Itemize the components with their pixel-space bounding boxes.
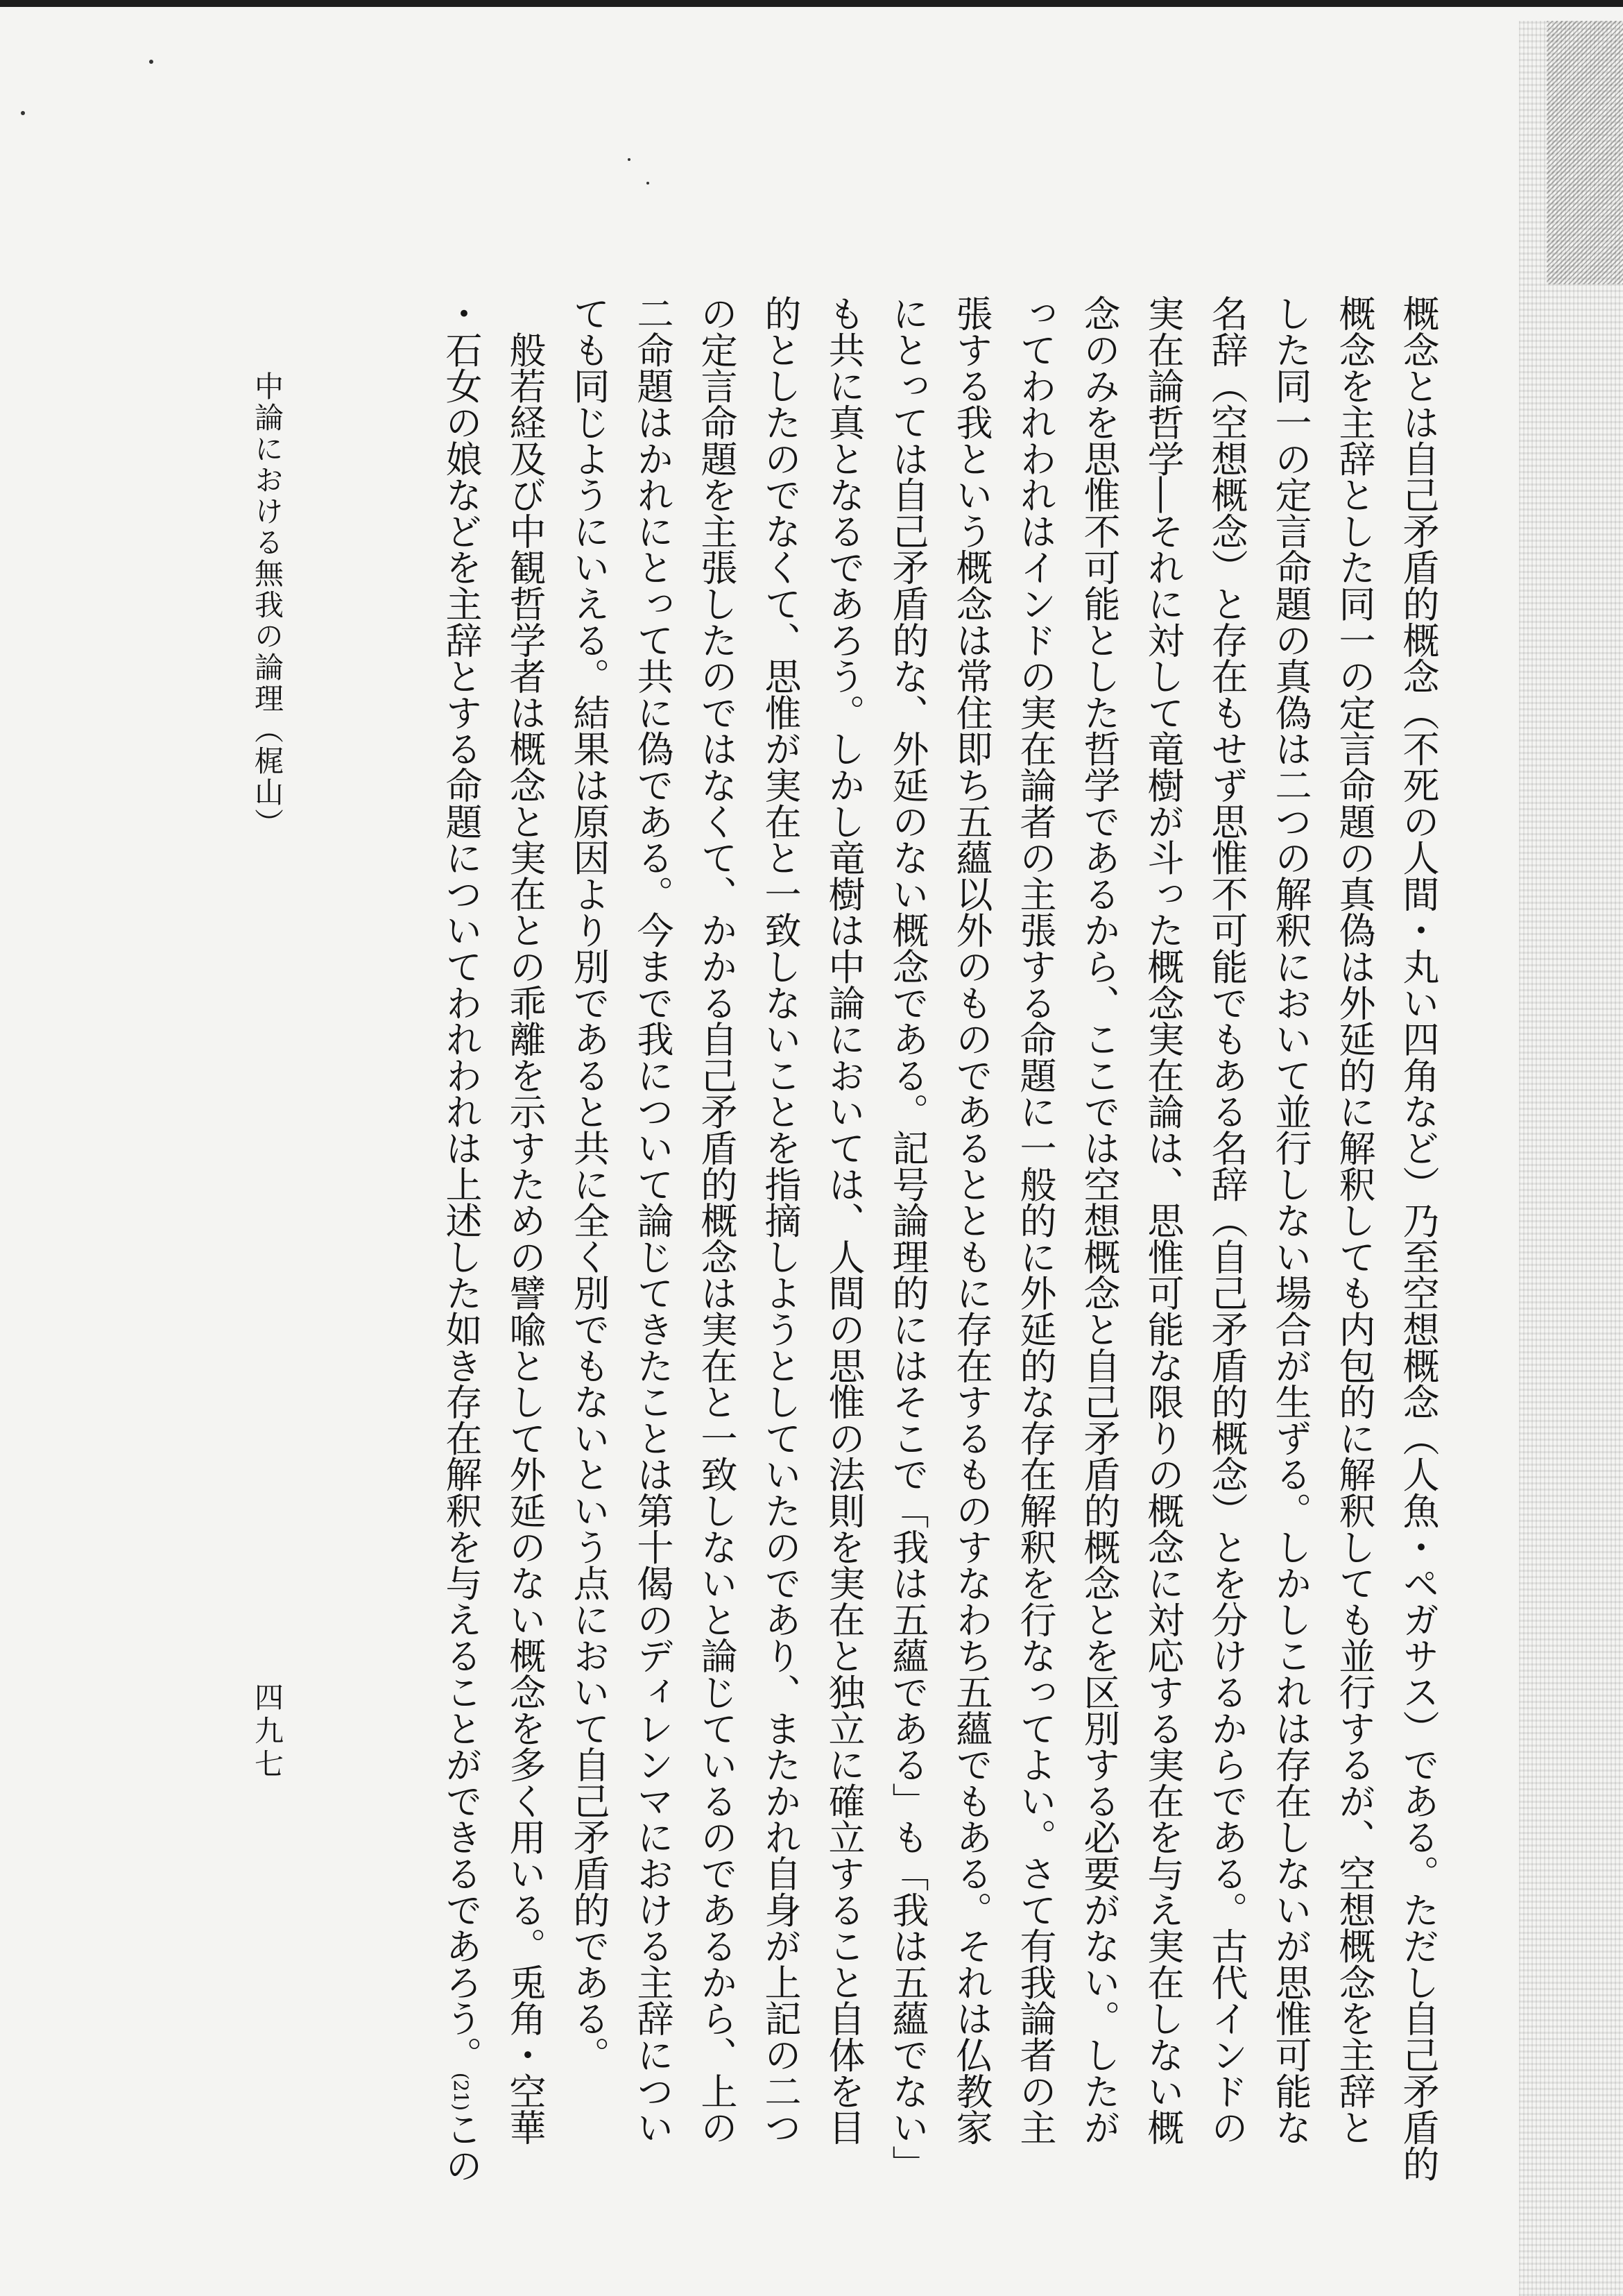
dust-speck: [628, 158, 630, 161]
page-number: 四九七: [250, 1682, 284, 1782]
text-line: 二命題はかれにとって共に偽である。今まで我について論じてきたことは第十偈のディレンマにおける主辞につい: [631, 295, 673, 2145]
text-line: の定言命題を主張したのではなくて、かかる自己矛盾的概念は実在と一致しないと論じているのであるから、上の: [695, 295, 737, 2145]
text-line: 実在論哲学―それに対して竜樹が斗った概念実在論は、思惟可能な限りの概念に対応する実在を与え実在しない概: [1142, 295, 1184, 2145]
footnote-marker: (21): [449, 2072, 472, 2111]
vertical-body-text: [326, 295, 1450, 2183]
text-line: 念のみを思惟不可能とした哲学であるから、ここでは空想概念と自己矛盾的概念とを区別する必要がない。したが: [1078, 295, 1120, 2145]
text-line: 般若経及び中観哲学者は概念と実在との乖離を示すための譬喩として外延のない概念を多く用いる。兎角・空華: [504, 295, 546, 2145]
scan-edge-shadow: [1519, 21, 1623, 2296]
text-line: も共に真となるであろう。しかし竜樹は中論においては、人間の思惟の法則を実在と独立に確立すること自体を目: [823, 295, 865, 2145]
text-line: 名辞（空想概念）と存在もせず思惟不可能でもある名辞（自己矛盾的概念）とを分けるからである。古代インドの: [1205, 295, 1248, 2145]
running-head: 中論における無我の論理（梶山）: [250, 371, 284, 839]
text-line: 張する我という概念は常住即ち五蘊以外のものであるとともに存在するものすなわち五蘊でもある。それは仏教家: [950, 295, 993, 2145]
page-top-rule: [0, 0, 1623, 7]
last-text-line: [429, 295, 492, 2183]
text-line: 概念を主辞とした同一の定言命題の真偽は外延的に解釈しても内包的に解釈しても並行するが、空想概念を主辞と: [1333, 295, 1375, 2145]
text-line-tail: この: [440, 2110, 482, 2183]
dust-speck: [646, 182, 649, 185]
text-line: した同一の定言命題の真偽は二つの解釈において並行しない場合が生ずる。しかしこれは存在しないが思惟可能な: [1269, 295, 1312, 2145]
text-line: ってわれわれはインドの実在論者の主張する命題に一般的に外延的な存在解釈を行なってよい。さて有我論者の主: [1014, 295, 1056, 2145]
text-line-body: ・石女の娘などを主辞とする命題についてわれわれは上述した如き存在解釈を与えることができるであろう。: [440, 295, 482, 2073]
text-line: ても同じようにいえる。結果は原因より別であると共に全く別でもないという点において自己矛盾的である。: [567, 295, 610, 2073]
text-line: 的としたのでなくて、思惟が実在と一致しないことを指摘しようとしていたのであり、またかれ自身が上記の二つ: [759, 295, 801, 2145]
text-line: にとっては自己矛盾的な、外延のない概念である。記号論理的にはそこで「我は五蘊である」も「我は五蘊でない」: [886, 295, 929, 2182]
dust-speck: [21, 111, 25, 115]
text-line: 概念とは自己矛盾的概念（不死の人間・丸い四角など）乃至空想概念（人魚・ペガサス）である。ただし自己矛盾的: [1397, 295, 1439, 2182]
dust-speck: [149, 60, 153, 64]
